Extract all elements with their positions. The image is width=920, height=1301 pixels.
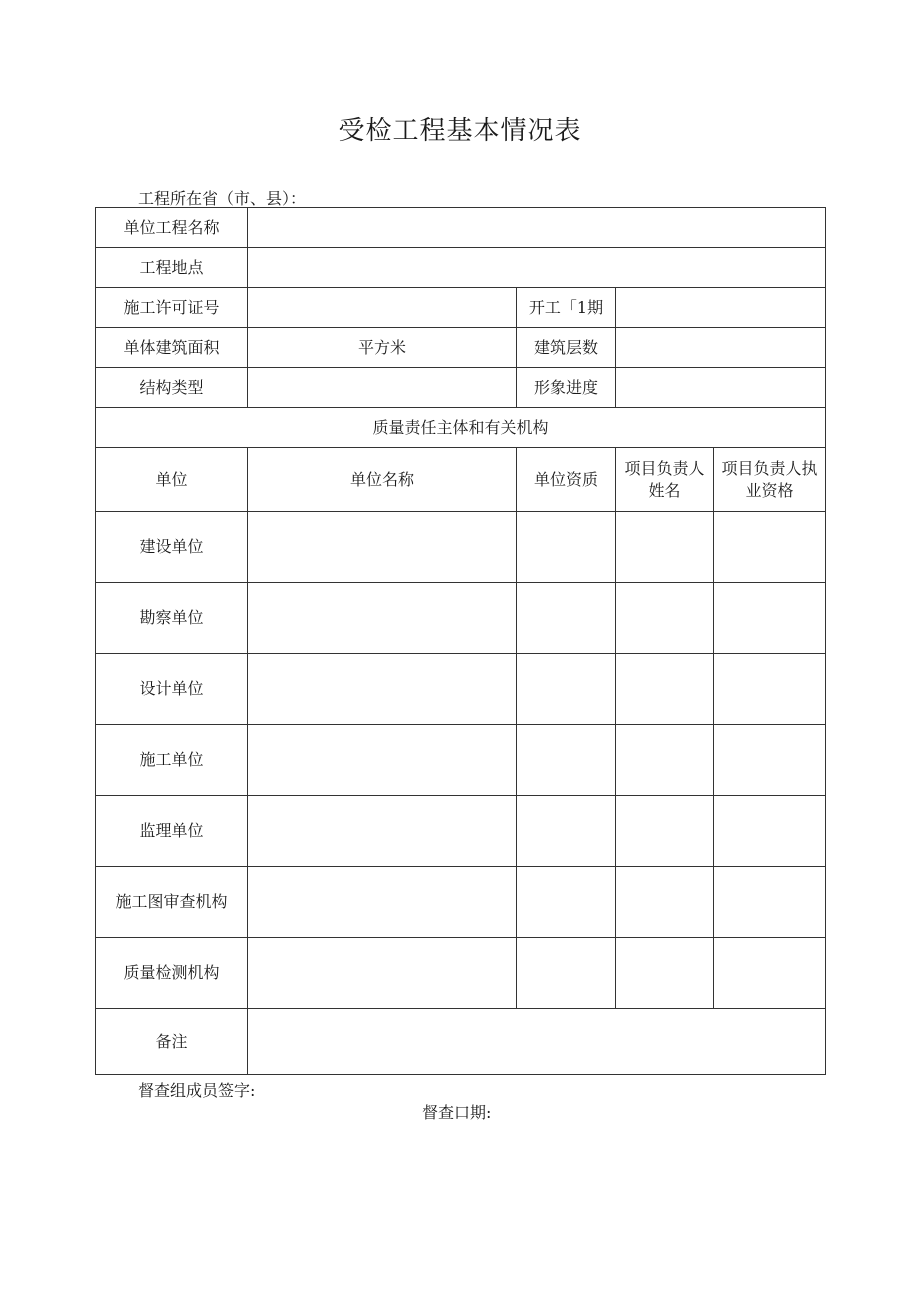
- unit-qualification-cell[interactable]: [517, 583, 616, 654]
- permit-no-value[interactable]: [248, 288, 517, 328]
- remark-value[interactable]: [248, 1009, 826, 1075]
- row-area: [96, 328, 826, 368]
- manager-name-cell[interactable]: [616, 725, 714, 796]
- row-supervision-unit: [96, 796, 826, 867]
- header-unit-name: 单位名称: [248, 448, 517, 512]
- manager-cert-cell[interactable]: [714, 867, 826, 938]
- row-design-unit: [96, 654, 826, 725]
- row-section-title: [96, 408, 826, 448]
- location-label: 工程所在省（市、县）：: [138, 189, 307, 208]
- start-date-label: 开工「1期: [517, 288, 616, 328]
- unit-name-cell[interactable]: [248, 725, 517, 796]
- permit-no-label: 施工许可证号: [96, 288, 248, 328]
- row-builder-unit: [96, 725, 826, 796]
- manager-cert-cell[interactable]: [714, 654, 826, 725]
- floors-label: 建筑层数: [517, 328, 616, 368]
- manager-cert-cell[interactable]: [714, 796, 826, 867]
- unit-qualification-cell[interactable]: [517, 725, 616, 796]
- row-unit-project-name: [96, 208, 826, 248]
- project-site-label: 工程地点: [96, 248, 248, 288]
- start-date-value[interactable]: [616, 288, 826, 328]
- unit-qualification-cell[interactable]: [517, 512, 616, 583]
- unit-qualification-cell[interactable]: [517, 938, 616, 1009]
- page-title: 受检工程基本情况表: [338, 116, 582, 146]
- remark-label: 备注: [96, 1009, 248, 1075]
- manager-cert-cell[interactable]: [714, 938, 826, 1009]
- row-survey-unit: [96, 583, 826, 654]
- manager-name-cell[interactable]: [616, 867, 714, 938]
- row-project-site: [96, 248, 826, 288]
- manager-name-cell[interactable]: [616, 583, 714, 654]
- row-structure: [96, 368, 826, 408]
- header-manager-name: 项目负责人姓名: [616, 448, 714, 512]
- manager-name-cell[interactable]: [616, 654, 714, 725]
- inspection-form-table: [95, 207, 826, 1075]
- row-remark: [96, 1009, 826, 1075]
- unit-name-cell[interactable]: [248, 938, 517, 1009]
- unit-label: 监理单位: [96, 796, 248, 867]
- progress-label: 形象进度: [517, 368, 616, 408]
- unit-project-name-label: 单位工程名称: [96, 208, 248, 248]
- manager-cert-cell[interactable]: [714, 725, 826, 796]
- unit-label: 施工单位: [96, 725, 248, 796]
- unit-name-cell[interactable]: [248, 583, 517, 654]
- unit-label: 设计单位: [96, 654, 248, 725]
- progress-value[interactable]: [616, 368, 826, 408]
- unit-name-cell[interactable]: [248, 867, 517, 938]
- header-unit: 单位: [96, 448, 248, 512]
- unit-label: 施工图审查机构: [96, 867, 248, 938]
- structure-label: 结构类型: [96, 368, 248, 408]
- unit-qualification-cell[interactable]: [517, 654, 616, 725]
- floors-value[interactable]: [616, 328, 826, 368]
- row-drawing-review: [96, 867, 826, 938]
- structure-value[interactable]: [248, 368, 517, 408]
- unit-label: 建设单位: [96, 512, 248, 583]
- manager-name-cell[interactable]: [616, 796, 714, 867]
- unit-label: 勘察单位: [96, 583, 248, 654]
- manager-name-cell[interactable]: [616, 512, 714, 583]
- project-site-value[interactable]: [248, 248, 826, 288]
- unit-project-name-value[interactable]: [248, 208, 826, 248]
- manager-name-cell[interactable]: [616, 938, 714, 1009]
- row-headers: [96, 448, 826, 512]
- unit-name-cell[interactable]: [248, 654, 517, 725]
- signature-label: 督查组成员签字:: [138, 1081, 256, 1100]
- unit-label: 质量检测机构: [96, 938, 248, 1009]
- manager-cert-cell[interactable]: [714, 512, 826, 583]
- area-value[interactable]: [248, 328, 517, 368]
- row-permit: [96, 288, 826, 328]
- area-label: 单体建筑面积: [96, 328, 248, 368]
- section-title: 质量责任主体和有关机构: [96, 408, 826, 448]
- unit-name-cell[interactable]: [248, 796, 517, 867]
- unit-qualification-cell[interactable]: [517, 796, 616, 867]
- area-unit: 平方米: [357, 337, 406, 357]
- row-construction-unit: [96, 512, 826, 583]
- unit-name-cell[interactable]: [248, 512, 517, 583]
- header-qualification: 单位资质: [517, 448, 616, 512]
- date-label: 督查口期:: [422, 1103, 492, 1122]
- header-manager-cert: 项目负责人执业资格: [714, 448, 826, 512]
- manager-cert-cell[interactable]: [714, 583, 826, 654]
- row-quality-testing: [96, 938, 826, 1009]
- unit-qualification-cell[interactable]: [517, 867, 616, 938]
